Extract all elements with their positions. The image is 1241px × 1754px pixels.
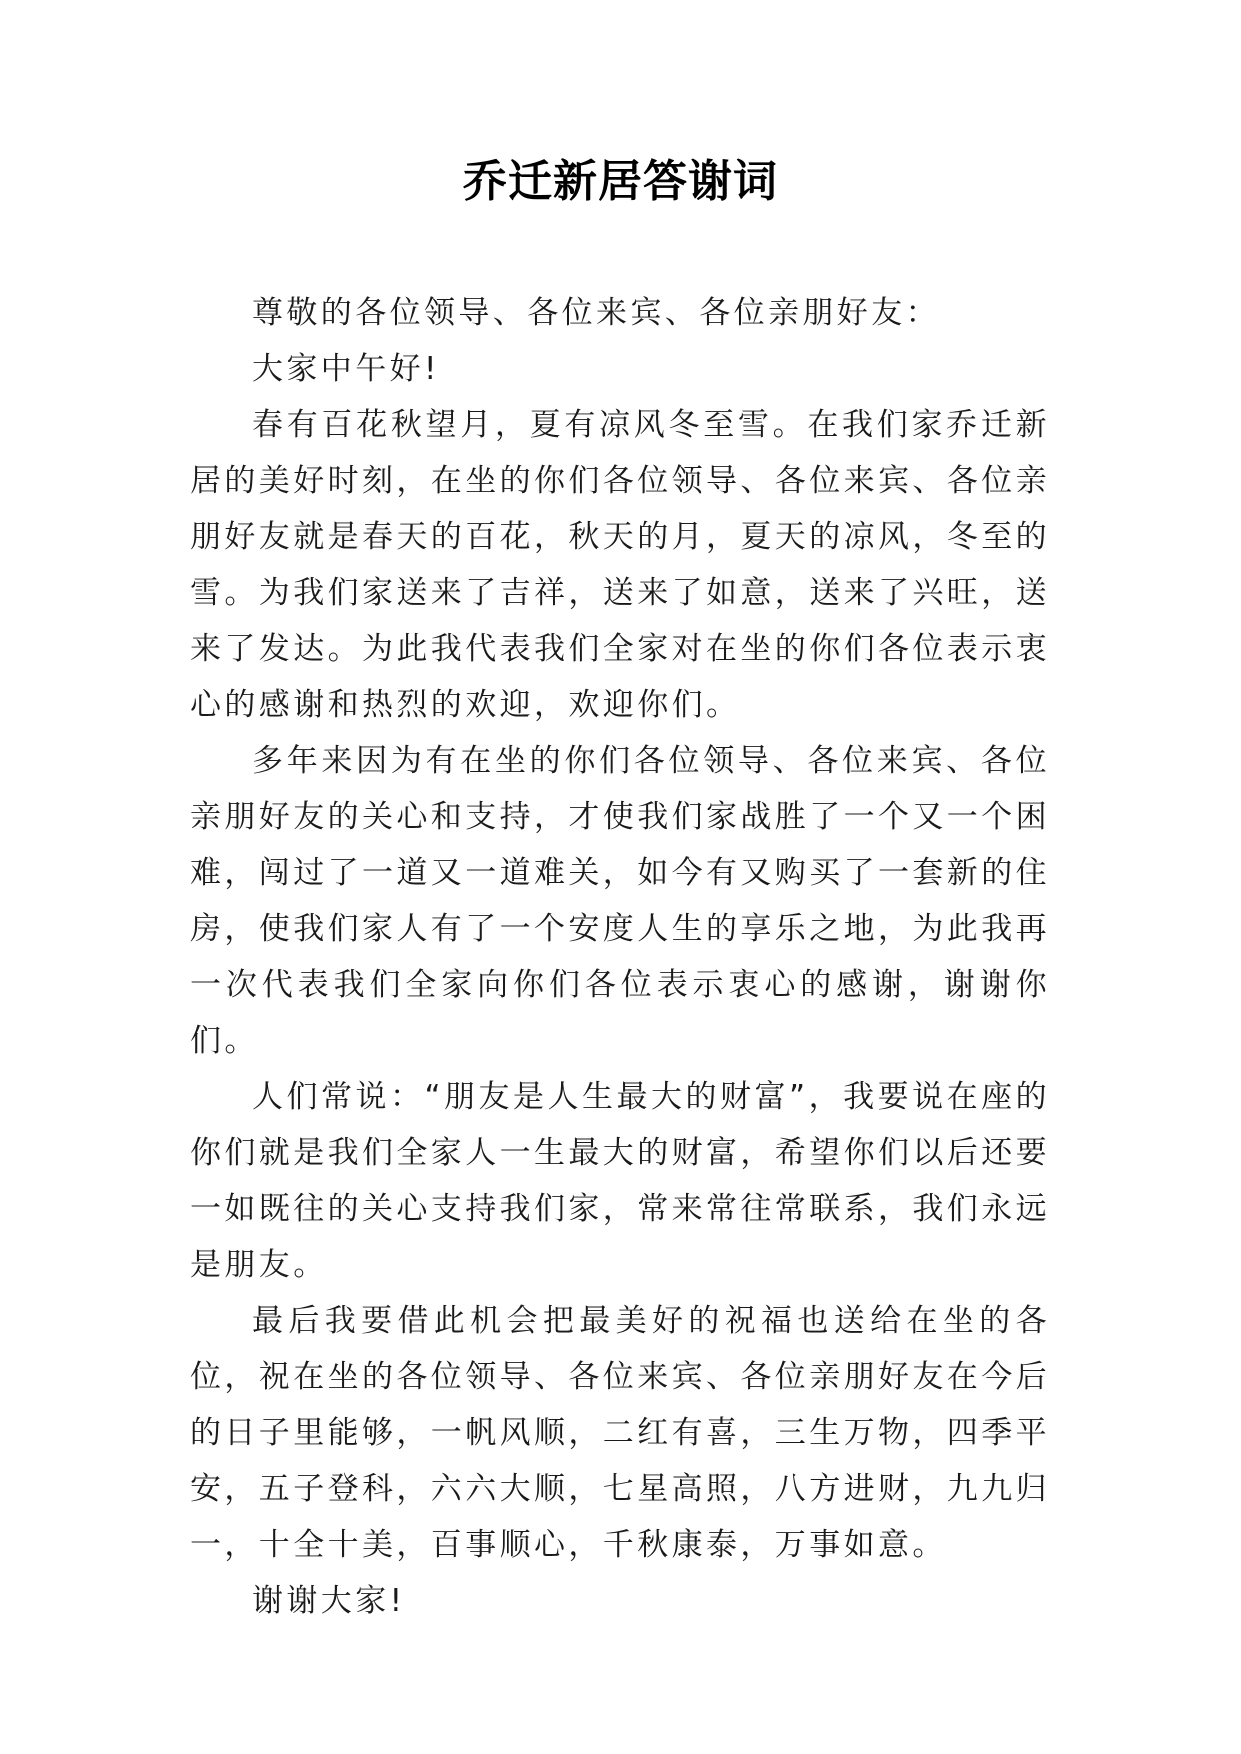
document-title: 乔迁新居答谢词 [463,156,778,207]
body-paragraph-1: 春有百花秋望月，夏有凉风冬至雪。在我们家乔迁新居的美好时刻，在坐的你们各位领导、各位来宾、各位亲朋好友就是春天的百花，秋天的月，夏天的凉风，冬至的雪。为我们家送来了吉祥，送来了如意，送来了兴旺，送来了发达。为此我代表我们全家对在坐的你们各位表示衷心的感谢和热烈的欢迎，欢迎你们。 [190,407,1050,723]
body-paragraph-2: 多年来因为有在坐的你们各位领导、各位来宾、各位亲朋好友的关心和支持，才使我们家战胜了一个又一个困难，闯过了一道又一道难关，如今有又购买了一套新的住房，使我们家人有了一个安度人生的享乐之地，为此我再一次代表我们全家向你们各位表示衷心的感谢，谢谢你们。 [190,743,1050,1059]
body-paragraph-3: 人们常说：“朋友是人生最大的财富”，我要说在座的你们就是我们全家人一生最大的财富，希望你们以后还要一如既往的关心支持我们家，常来常往常联系，我们永远是朋友。 [190,1079,1050,1283]
salutation-paragraph: 尊敬的各位领导、各位来宾、各位亲朋好友： [252,295,940,331]
closing-paragraph: 谢谢大家! [252,1583,406,1619]
greeting-paragraph: 大家中午好! [252,351,440,387]
body-paragraph-4: 最后我要借此机会把最美好的祝福也送给在坐的各位，祝在坐的各位领导、各位来宾、各位亲朋好友在今后的日子里能够，一帆风顺，二红有喜，三生万物，四季平安，五子登科，六六大顺，七星高照，八方进财，九九归一，十全十美，百事顺心，千秋康泰，万事如意。 [190,1303,1050,1563]
document-body [190,285,1050,1629]
